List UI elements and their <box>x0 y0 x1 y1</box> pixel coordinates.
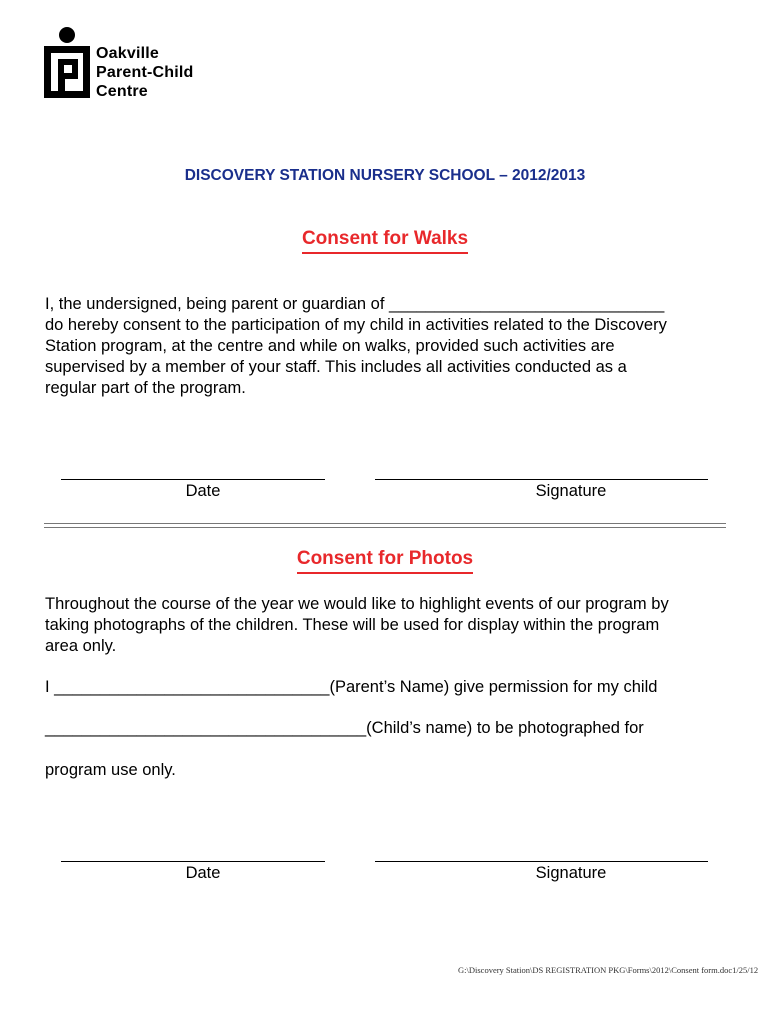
centre-logo-text <box>96 44 194 101</box>
centre-logo-icon <box>44 26 90 98</box>
photos-date-field[interactable] <box>61 861 325 862</box>
photos-signature-label: Signature <box>535 864 607 882</box>
file-path-footer: G:\Discovery Station\DS REGISTRATION PKG\Forms\2012\Consent form.doc1/25/12 <box>458 965 759 975</box>
parent-name-line[interactable]: I ______________________________(Parent’s Name) give permission for my child <box>45 678 658 696</box>
paragraph-line: I, the undersigned, being parent or guardian of ______________________________ <box>45 295 665 313</box>
walks-title-text: Consent for Walks <box>302 228 468 254</box>
photos-section-title <box>0 548 770 574</box>
school-title: DISCOVERY STATION NURSERY SCHOOL – 2012/2013 <box>184 167 586 184</box>
paragraph-line: regular part of the program. <box>45 379 246 397</box>
program-use-line: program use only. <box>45 761 176 779</box>
walks-consent-paragraph <box>45 294 735 399</box>
paragraph-line: do hereby consent to the participation of my child in activities related to the Discovery <box>45 316 667 334</box>
walks-date-field[interactable] <box>61 479 325 480</box>
child-name-line[interactable]: ___________________________________(Child’s name) to be photographed for <box>45 719 644 737</box>
walks-section-title <box>0 228 770 254</box>
walks-signature-field[interactable] <box>375 479 708 480</box>
paragraph-line: taking photographs of the children. These will be used for display within the program <box>45 616 660 634</box>
photos-signature-field[interactable] <box>375 861 708 862</box>
paragraph-line: Station program, at the centre and while on walks, provided such activities are <box>45 337 615 355</box>
logo-line: Centre <box>96 83 148 100</box>
logo-line: Parent-Child <box>96 64 194 81</box>
paragraph-line: area only. <box>45 637 117 655</box>
photos-title-text: Consent for Photos <box>297 548 473 574</box>
paragraph-line: supervised by a member of your staff. This includes all activities conducted as a <box>45 358 627 376</box>
paragraph-line: Throughout the course of the year we would like to highlight events of our program by <box>45 595 669 613</box>
photos-date-label: Date <box>185 864 221 882</box>
logo-line: Oakville <box>96 45 159 62</box>
walks-signature-label: Signature <box>535 482 607 500</box>
walks-date-label: Date <box>185 482 221 500</box>
photos-consent-paragraph <box>45 594 735 657</box>
section-divider <box>44 523 726 528</box>
